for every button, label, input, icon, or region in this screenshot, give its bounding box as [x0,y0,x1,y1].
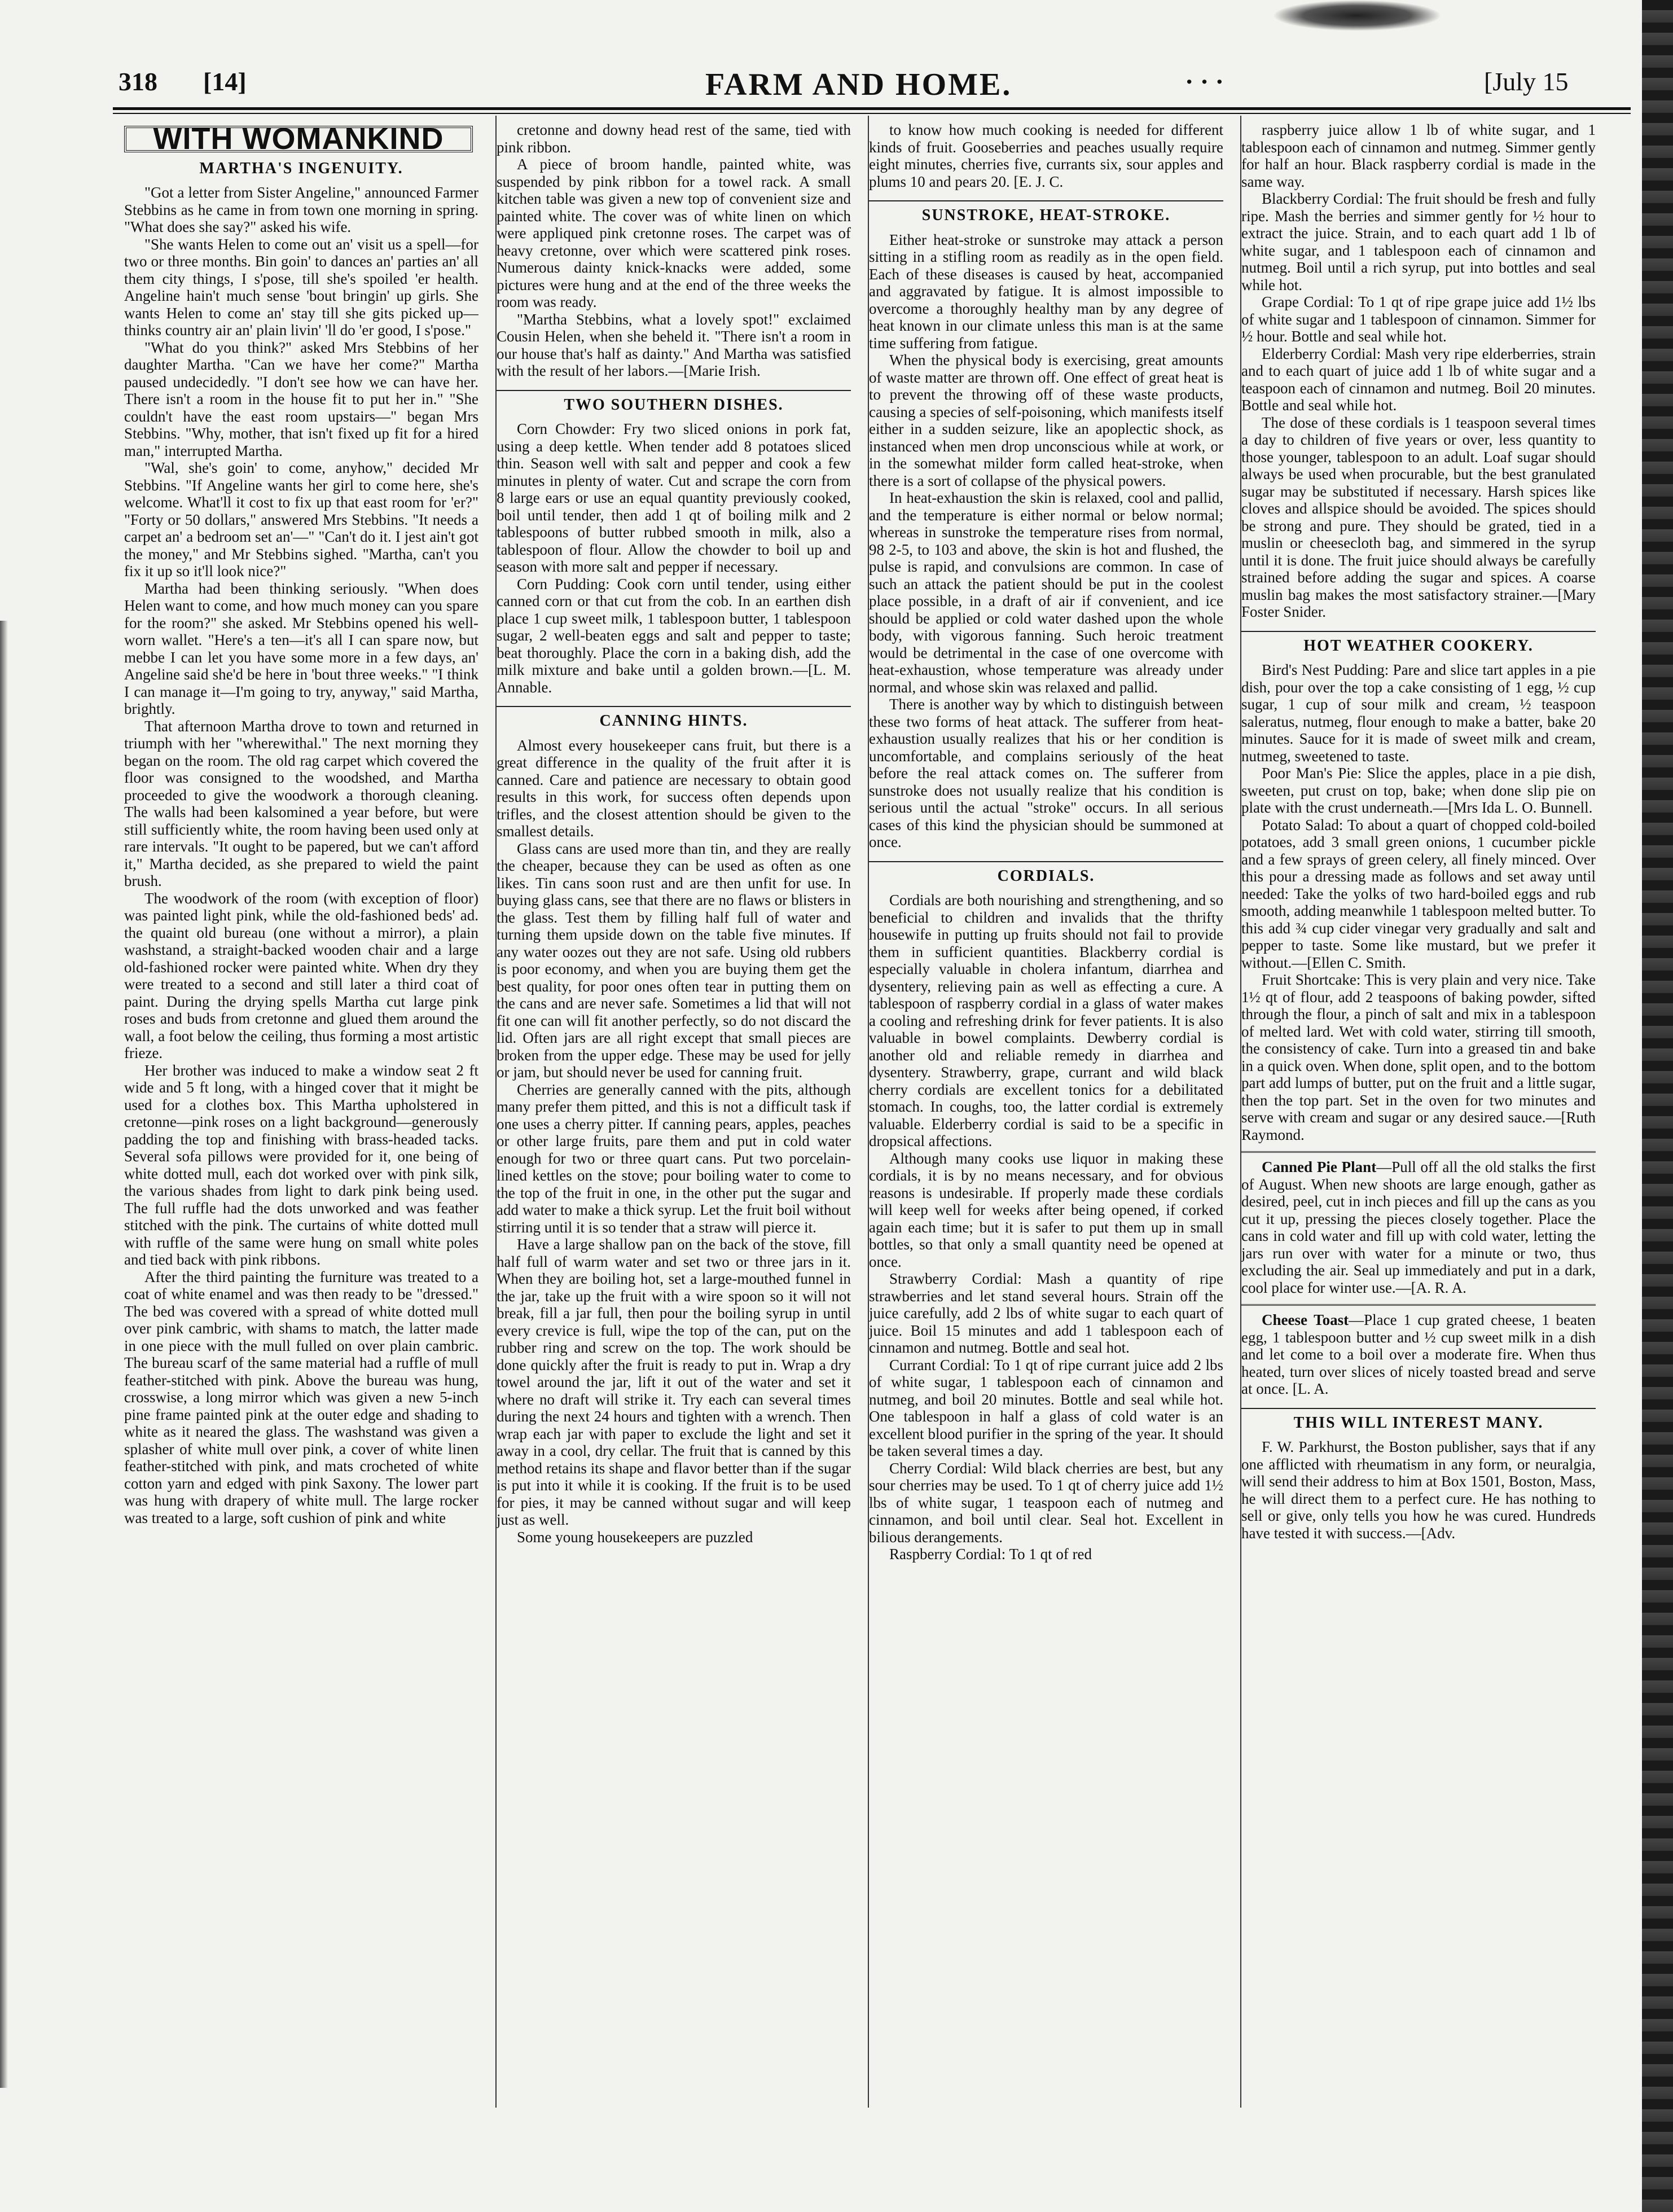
column-3 [869,121,1223,2113]
item-text: —Pull off all the old stalks the first of August. When new shoots are large enough, gather as desired, peel, cut in inch pieces and fill up the cans as you cut it up, pressing the pieces closely together. Place the cans in cold water and fill up with cold water, letting the jars run over with water for a minute or two, thus excluding the air. Seal up immediately and put in a dark, cool place for winter use.—[A. R. A. [1241,1158,1596,1296]
article-headline: HOT WEATHER COOKERY. [1241,631,1596,655]
section-divider [1241,1151,1596,1153]
article-paragraph: Currant Cordial: To 1 qt of ripe currant juice add 2 lbs of white sugar, 1 tablespoon each of cinnamon and nutmeg, and boil 20 minutes. Bottle and seal while hot. One tablespoon in half a glass of cold water is an excellent blood purifier in the spring of the year. It should be taken several times a day. [869,1356,1223,1459]
column-2 [497,121,851,2113]
article-paragraph: raspberry juice allow 1 lb of white sugar, and 1 tablespoon each of cinnamon and nutmeg. Simmer gently for half an hour. Black raspberry cordial is made in the same way. [1241,121,1596,190]
header-rule-thin [113,113,1631,114]
article-paragraph: Strawberry Cordial: Mash a quantity of ripe strawberries and let stand several hours. Strain off the juice carefully, add 2 lbs of white sugar to each quart of juice. Boil 15 minutes and add 1 tablespoon each of cinnamon and nutmeg. Bottle and seal hot. [869,1270,1223,1356]
article-body [497,737,851,1546]
article-paragraph: A piece of broom handle, painted white, was suspended by pink ribbon for a towel rack. A small kitchen table was given a new top of convenient size and painted white. The cover was of white linen on which were appliqued pink cretonne roses. The carpet was of heavy cretonne, over which were scattered pink roses. Numerous dainty knick-knacks were added, some pictures were hung and at the end of the three weeks the room was ready. [497,156,851,310]
article-body [869,231,1223,851]
article-continuation [869,121,1223,190]
article-paragraph: Cherries are generally canned with the pits, although many prefer them pitted, and this is not a difficult task if one uses a cherry pitter. If canning pears, apples, peaches or other large fruits, pare them and put in cold water enough for two or three quart cans. Put two porcelain-lined kettles on the stove; pour boiling water to come to the top of the fruit in one, in the other put the sugar and add water to make a thick syrup. Let the fruit boil without stirring until it is so tender that a straw will pierce it. [497,1081,851,1236]
article-paragraph: Corn Pudding: Cook corn until tender, using either canned corn or that cut from the cob. In an earthen dish place 1 cup sweet milk, 1 tablespoon butter, 1 tablespoon sugar, 2 well-beaten eggs and salt and pepper to taste; beat thoroughly. Place the corn in a baking dish, add the milk mixture and bake until a golden brown.—[L. M. Annable. [497,575,851,696]
article-paragraph: Cordials are both nourishing and strengthening, and so beneficial to children and invalids that the thrifty housewife in putting up fruits should not fail to provide them in sufficient quantities. Blackberry cordial is especially valuable in cholera infantum, diarrhea and dysentery, relieving pain as well as effecting a cure. A tablespoon of raspberry cordial in a glass of water makes a cooling and refreshing drink for fever patients. It is also valuable in bowel complaints. Dewberry cordial is another old and reliable remedy in diarrhea and dysentery. Strawberry, grape, currant and wild black cherry cordials are excellent tonics for a debilitated stomach. In coughs, too, the latter cordial is extremely valuable. Elderberry cordial is said to be a specific in dropsical affections. [869,892,1223,1149]
header-rule [113,107,1631,110]
article-paragraph [1241,1158,1596,1296]
article-paragraph: "Wal, she's goin' to come, anyhow," decided Mr Stebbins. "If Angeline wants her girl to come here, she's welcome. What'll it cost to fix up that east room for 'er?" "Forty or 50 dollars," answered Mrs Stebbins. "It needs a carpet an' a bedroom set an'—" "Can't do it. I jest ain't got the money," and Mr Stebbins sighed. "Martha, can't you fix it up so it'll look nice?" [124,459,478,580]
article-paragraph: The woodwork of the room (with exception of floor) was painted light pink, while the old-fashioned beds' ad. the quaint old bureau (one without a mirror), a plain washstand, a straight-backed wooden chair and a large old-fashioned rocker were painted white. When dry they were treated to a second and still later a third coat of paint. During the drying spells Martha cut large pink roses and buds from cretonne and glued them around the wall, a foot below the ceiling, thus forming a most artistic frieze. [124,889,478,1061]
article-paragraph: Grape Cordial: To 1 qt of ripe grape juice add 1½ lbs of white sugar and 1 tablespoon of cinnamon. Simmer for ½ hour. Bottle and seal while hot. [1241,293,1596,345]
article-paragraph: "Martha Stebbins, what a lovely spot!" exclaimed Cousin Helen, when she beheld it. "There isn't a room in our house that's half as dainty." And Martha was satisfied with the result of her labors.—[Marie Irish. [497,310,851,379]
issue-date: [July 15 [1484,67,1569,96]
article-paragraph: Either heat-stroke or sunstroke may attack a person sitting in a stifling room as readily as in the open field. Each of these diseases is caused by heat, accompanied and aggravated by fatigue. It is almost impossible to overcome a thoroughly healthy man by any degree of heat known in our climate unless this man is at the same time suffering from fatigue. [869,231,1223,352]
article-paragraph: to know how much cooking is needed for different kinds of fruit. Gooseberries and peaches usually require eight minutes, cherries five, currants six, sour apples and plums 10 and pears 20. [E. J. C. [869,121,1223,190]
article-paragraph: In heat-exhaustion the skin is relaxed, cool and pallid, and the temperature is either normal or below normal; whereas in sunstroke the temperature rises from normal, 98 2-5, to 103 and above, the skin is hot and flushed, the pulse is rapid, and convulsions are common. In case of such an attack the patient should be put in the coolest place possible, in a draft of air if convenient, and ice should be applied or cold water dashed upon the whole body, with vigorous fanning. Such heroic treatment would be detrimental in the case of one overcome with heat-exhaustion, whose temperature was already under normal, and whose skin was relaxed and pallid. [869,489,1223,696]
article-paragraph: That afternoon Martha drove to town and returned in triumph with her "wherewithal." The next morning they began on the room. The old rag carpet which covered the floor was consigned to the woodshed, and Martha proceeded to give the woodwork a thorough cleaning. The walls had been kalsomined a year before, but were still sufficiently white, the room having been used only at rare intervals. "It ought to be papered, but we can't afford it," Martha decided, as she prepared to wield the paint brush. [124,717,478,889]
article-continuation [1241,121,1596,621]
article-headline: SUNSTROKE, HEAT-STROKE. [869,200,1223,225]
section-banner: WITH WOMANKIND [124,126,473,152]
page-edge-shadow [1642,0,1673,2212]
item-label: Cheese Toast [1262,1311,1349,1328]
article-paragraph: Some young housekeepers are puzzled [517,1528,753,1546]
article-paragraph: Elderberry Cordial: Mash very ripe elderberries, strain and to each quart of juice add 1 lb of white sugar and a teaspoon each of cinnamon and nutmeg. Boil 20 minutes. Bottle and seal while hot. [1241,345,1596,414]
section-divider [1241,1304,1596,1306]
article-body [124,184,478,1526]
issue-number: [14] [203,67,247,96]
article-paragraph: Blackberry Cordial: The fruit should be fresh and fully ripe. Mash the berries and simmer gently for ½ hour to extract the juice. Strain, and to each quart add 1 lb of white sugar, and 1 tablespoon each of cinnamon and nutmeg. Boil until a rich syrup, put into bottles and seal while hot. [1241,190,1596,293]
article-paragraph: Have a large shallow pan on the back of the stove, fill half full of warm water and set two or three jars in it. When they are boiling hot, set a large-mouthed funnel in the jar, take up the fruit with a wire spoon so it will not break, fill a jar full, then pour the boiling syrup in until every crevice is full, wipe the top of the can, put on the rubber ring and screw on the top. The work should be done quickly after the fruit is ready to put in. Wrap a dry towel around the jar, lift it out of the water and set it where no draft will strike it. Try each can several times during the next 24 hours and tighten with a wrench. Then wrap each jar with paper to exclude the light and set it away in a cool, dry cellar. The fruit that is canned by this method retains its shape and flavor better than if the sugar is put into it while it is cooking. If the fruit is to be used for pies, it may be canned without sugar and will keep just as well. [497,1236,851,1528]
article-paragraph: cretonne and downy head rest of the same, tied with pink ribbon. [497,121,851,156]
page-number: 318 [118,67,157,96]
article-headline: MARTHA'S INGENUITY. [199,159,403,177]
article-paragraph: "She wants Helen to come out an' visit us a spell—for two or three months. Bin goin' to dances an' parties an' all them city things, I s'pose, till she's spoiled 'er health. Angeline hain't much sense 'bout bringin' up girls. She wants Helen to come an' stay till she gits picked up—thinks country air an' plain livin' 'll do 'er good, I s'pose." [124,235,478,339]
article-paragraph: The dose of these cordials is 1 teaspoon several times a day to children of five years or over, less quantity to those younger, tablespoon to an adult. Loaf sugar should always be used when procurable, but the best granulated sugar may be substituted if necessary. Harsh spices like cloves and allspice should be avoided. The spices should be strong and pure. They should be grated, tied in a muslin or cheesecloth bag, and simmered in the syrup until it is done. The fruit juice should always be carefully strained before adding the sugar and spices. A coarse muslin bag makes the most satisfactory strainer.—[Mary Foster Snider. [1241,414,1596,620]
article-body [497,420,851,696]
article-paragraph: After the third painting the furniture was treated to a coat of white enamel and was then ready to be "dressed." The bed was covered with a spread of white dotted mull over pink cambric, with shams to match, the latter made in one piece with the mull fulled on over plain cambric. The bureau scarf of the same material had a ruffle of mull feather-stitched with pink. Above the bureau was hung, crosswise, a long mirror which was given a new 5-inch pine frame painted pink at the outer edge and shading to white as it neared the glass. The washstand was given a splasher of white mull over pink, a cover of white linen feather-stitched with pink, and mats crocheted of white cotton yarn and edged with pink Saxony. The lower part was hung with drapery of white mull. The large rocker was treated to a large, soft cushion of pink and white [124,1268,478,1526]
article-paragraph: Although many cooks use liquor in making these cordials, it is by no means necessary, and for obvious reasons is undesirable. If properly made these cordials will keep well for weeks after being opened, if corked again each time; but it is safer to put them up in small bottles, so that only a small quantity need be opened at once. [869,1149,1223,1270]
article-paragraph: F. W. Parkhurst, the Boston publisher, says that if any one afflicted with rheumatism in any form, or neuralgia, will send their address to him at Box 1501, Boston, Mass, he will direct them to a perfect cure. He has nothing to sell or give, only tells you how he was cured. Hundreds have tested it with success.—[Adv. [1241,1438,1596,1542]
article-continuation [497,121,851,380]
article-paragraph: Fruit Shortcake: This is very plain and very nice. Take 1½ qt of flour, add 2 teaspoons of baking powder, sifted through the flour, a pinch of salt and mix in a tablespoon of melted lard. Wet with cold water, stirring till smooth, the consistency of cake. Turn into a greased tin and bake in a quick oven. When done, split open, and to the bottom part add lumps of butter, put on the fruit and a little sugar, then the top part. Set in the oven for two minutes and serve with cream and sugar or any desired sauce.—[Ruth Raymond. [1241,971,1596,1143]
article-headline: CANNING HINTS. [497,706,851,730]
item-label: Canned Pie Plant [1262,1158,1377,1175]
article-paragraph: When the physical body is exercising, great amounts of waste matter are thrown off. One effect of great heat is to prevent the throwing off of these waste products, causing a species of self-poisoning, which manifests itself either in a sudden seizure, like an apoplectic shock, as instanced when men drop unconscious while at work, or in the somewhat milder form called heat-stroke, when there is a sort of collapse of the physical powers. [869,352,1223,489]
article-paragraph [1241,1311,1596,1398]
newspaper-title: FARM AND HOME. [705,67,1012,102]
item-text: —Place 1 cup grated cheese, 1 beaten egg, 1 tablespoon butter and ½ cup sweet milk in a dish and let come to a boil over a moderate fire. When thus heated, turn over slices of nicely toasted bread and serve at once. [L. A. [1241,1311,1596,1397]
article-paragraph: Cherry Cordial: Wild black cherries are best, but any sour cherries may be used. To 1 qt of cherry juice add 1½ lbs of white sugar, 1 teaspoon each of nutmeg and cinnamon, and boil until clear. Seal hot. Excellent in bilious derangements. [869,1459,1223,1546]
article-paragraph: Almost every housekeeper cans fruit, but there is a great difference in the quality of the fruit after it is canned. Care and patience are necessary to obtain good results in this work, for success often depends upon trifles, and the closest attention should be given to the smallest details. [497,736,851,840]
article-paragraph: "What do you think?" asked Mrs Stebbins of her daughter Martha. "Can we have her come?" Martha paused undecidedly. "I don't see how we can have her. There isn't a room in the house fit to put her in." "She couldn't have the east room upstairs—" began Mrs Stebbins. "Why, mother, that isn't fixed up fit for a hired man," interrupted Martha. [124,339,478,459]
column-4 [1241,121,1596,2113]
article-paragraph: Her brother was induced to make a window seat 2 ft wide and 5 ft long, with a hinged cover that it might be used for a clothes box. This Martha upholstered in cretonne—pink roses on a light background—generously padding the top and finishing with brass-headed tacks. Several sofa pillows were provided for it, one being of white dotted mull, each dot worked over with pink silk, the various shades from light to dark pink being used. The full ruffle had the dots unworked and was feather stitched with the pink. The curtains of white dotted mull with ruffle of the same were hung on small white poles and tied back with pink ribbons. [124,1061,478,1268]
article-paragraph: Glass cans are used more than tin, and they are really the cheaper, because they can be used as often as one likes. Tin cans soon rust and are then unfit for use. In buying glass cans, see that there are no flaws or blisters in the glass. Test them by filling half full of water and turning them upside down on the table five minutes. If any water oozes out they are not safe. Using old rubbers is poor economy, and when you are buying them get the best quality, for poor ones often tear in putting them on the cans and are never safe. Sometimes a lid that will not fit one can will fit another perfectly, so do not discard the lid. Often jars are all right except that small pieces are broken from the upper edge. These may be used for jelly or jam, but should never be used for canning fruit. [497,840,851,1081]
ink-blot [1272,0,1442,31]
article-paragraph: Corn Chowder: Fry two sliced onions in pork fat, using a deep kettle. When tender add 8 potatoes sliced thin. Season well with salt and pepper and cook a few minutes in plenty of water. Cut and scrape the corn from 8 large ears or use an equal quantity previously cooked, boil until tender, then add 1 qt of boiling milk and 2 tablespoons of butter rubbed smooth in milk, also a tablespoon of flour. Allow the chowder to boil up and season with more salt and pepper if necessary. [497,420,851,575]
article-paragraph: Raspberry Cordial: To 1 qt of red [889,1546,1092,1563]
article-headline: THIS WILL INTEREST MANY. [1241,1408,1596,1432]
article-paragraph: Poor Man's Pie: Slice the apples, place in a pie dish, sweeten, put crust on top, bake; when done slip pie on plate with the crust underneath.—[Mrs Ida L. O. Bunnell. [1241,765,1596,816]
column-1 [124,121,478,2113]
article-body [869,892,1223,1563]
article-headline: CORDIALS. [869,861,1223,885]
article-body [1241,661,1596,1143]
article-headline: TWO SOUTHERN DISHES. [497,390,851,414]
article-paragraph: Martha had been thinking seriously. "When does Helen want to come, and how much money can you spare for the room?" she asked. Mr Stebbins opened his well-worn wallet. "Here's a ten—it's all I can spare now, but mebbe I can let you have some more in a few days, an' Angeline said she'd be here in 'bout three weeks." "I think I can manage it—I'm going to try, anyway," said Martha, brightly. [124,580,478,717]
header-ornament: · · · [1185,67,1224,96]
page-edge-shadow-left [0,621,8,2088]
article-paragraph: There is another way by which to distinguish between these two forms of heat attack. The sufferer from heat-exhaustion usually realizes that his or her condition is uncomfortable, and complains seriously of the heat before the real attack comes on. The sufferer from sunstroke does not usually realize that his condition is serious until the actual "stroke" occurs. In all serious cases of this kind the physician should be summoned at once. [869,696,1223,850]
article-paragraph: "Got a letter from Sister Angeline," announced Farmer Stebbins as he came in from town one morning in spring. "What does she say?" asked his wife. [124,184,478,235]
article-paragraph: Potato Salad: To about a quart of chopped cold-boiled potatoes, add 3 small green onions, 1 cucumber pickle and a few sprays of green celery, all finely minced. Over this pour a dressing made as follows and set away until needed: Take the yolks of two hard-boiled eggs and rub smooth, adding meanwhile 1 tablespoon melted butter. To this add ¾ cup cider vinegar very gradually and salt and pepper to taste. Some like mustard, but we prefer it without.—[Ellen C. Smith. [1241,816,1596,971]
article-paragraph: Bird's Nest Pudding: Pare and slice tart apples in a pie dish, pour over the top a cake consisting of 1 egg, ½ cup sugar, 1 cup of sour milk and cream, ½ teaspoon saleratus, nutmeg, flour enough to make a batter, bake 20 minutes. Sauce for it is made of sweet milk and cream, nutmeg, sweetened to taste. [1241,661,1596,765]
